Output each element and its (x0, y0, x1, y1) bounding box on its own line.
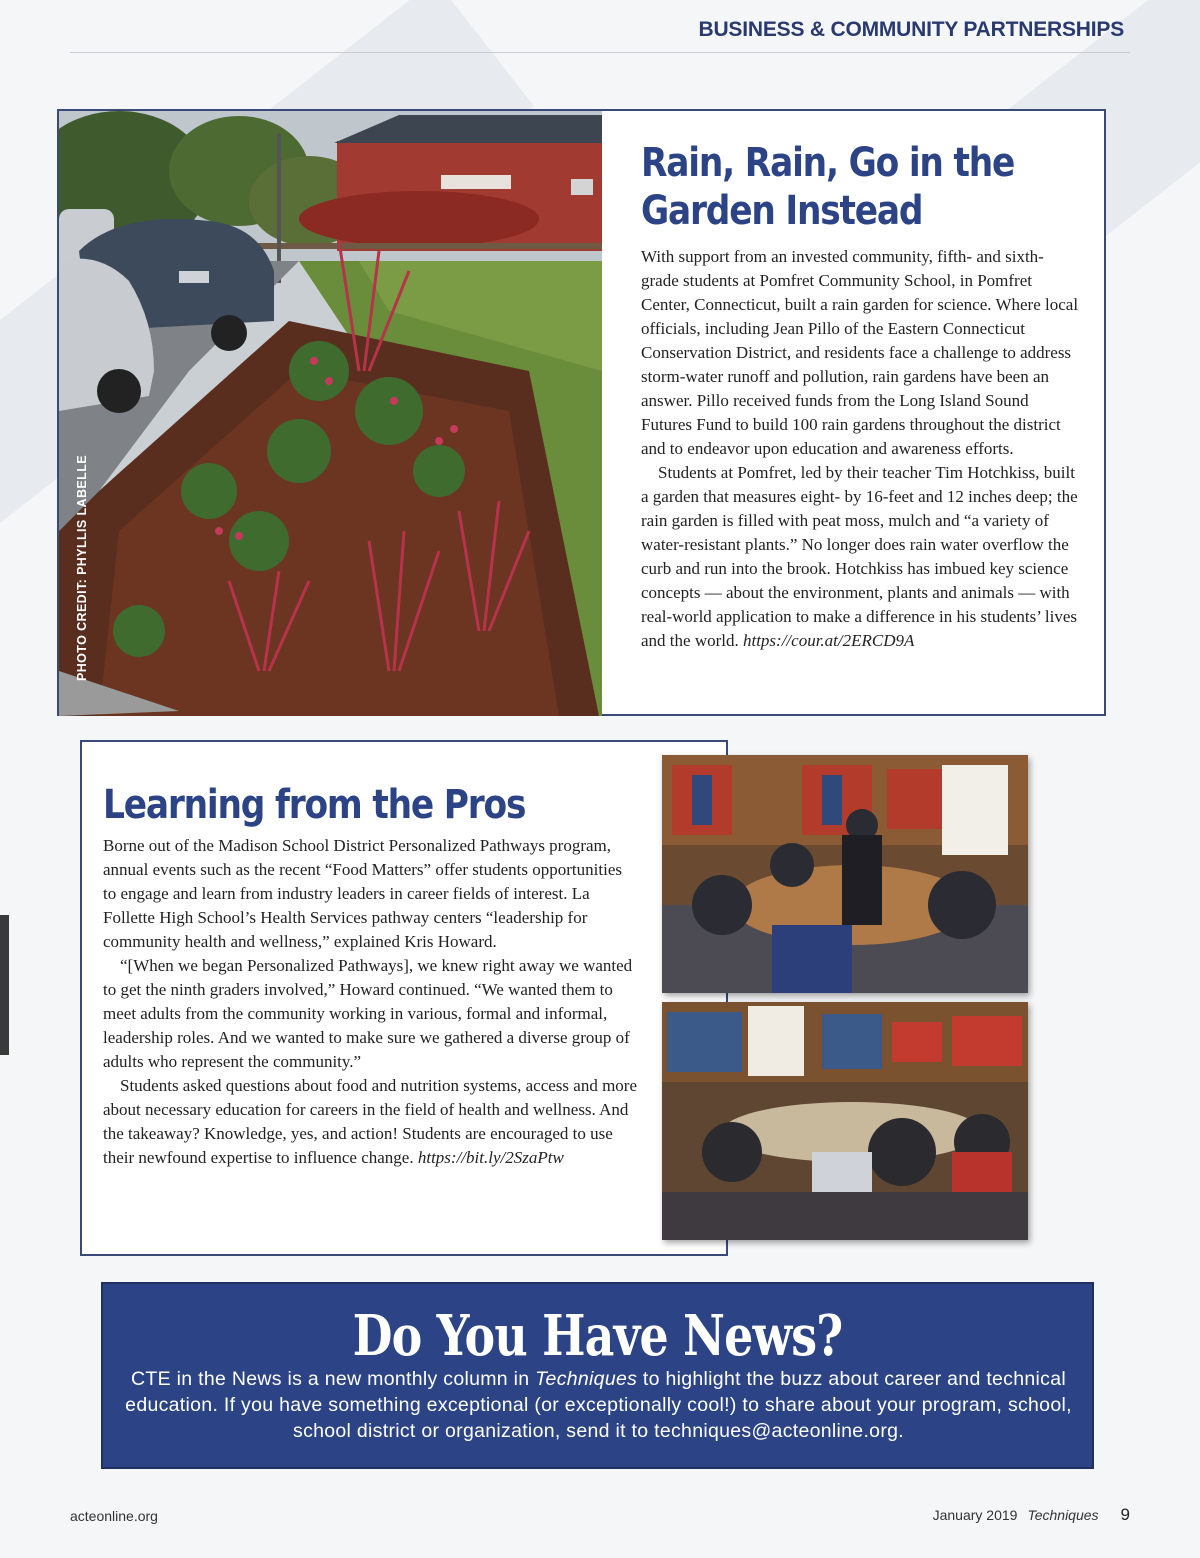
paragraph: Borne out of the Madison School District Personalized Pathways program, annual events such as the recent “Food Matters” offer students opportunities to engage and learn from industry leaders in career fields of interest. La Follette High School’s Health Services pathway centers “leadership for community health and wellness,” explained Kris Howard. (103, 836, 622, 951)
library-photo-top (662, 755, 1028, 993)
page-number: 9 (1120, 1505, 1130, 1524)
footer-info (933, 1505, 1130, 1525)
paragraph (103, 1074, 638, 1170)
title-line: Rain, Rain, Go in the (641, 140, 1015, 186)
rain-garden-photo (59, 111, 602, 716)
news-title: Do You Have News? (352, 1303, 843, 1369)
paragraph-text: Students at Pomfret, led by their teacher Tim Hotchkiss, built a garden that measures eight- by 16-feet and 12 inches deep; the rain garden is filled with peat moss, mulch and “a variety of water-resistant plants.” No longer does rain water overflow the curb and run into the brook. Hotchkiss has imbued key science concepts — about the environment, plants and animals — with real-world application to make a difference in his students’ lives and the world. (641, 463, 1078, 650)
section-title: BUSINESS & COMMUNITY PARTNERSHIPS (698, 18, 1124, 41)
magazine-name: Techniques (535, 1368, 638, 1390)
news-callout (101, 1282, 1094, 1469)
story-rain-garden (57, 109, 1106, 716)
news-text: to highlight the buzz about career and technical education. If you have something exceptional (or exceptionally cool!) to share about your program, school, school district or organization, send it to techniques@acteonline.org. (125, 1368, 1072, 1442)
paragraph: With support from an invested community, fifth- and sixth-grade students at Pomfret Community School, in Pomfret Center, Connecticut, built a rain garden for science. Where local officials, including Jean Pillo of the Eastern Connecticut Conservation District, and residents face a challenge to address storm-water runoff and pollution, rain gardens have been an answer. Pillo received funds from the Long Island Sound Futures Fund to build 100 rain gardens throughout the district and to endeavor upon education and awareness efforts. (641, 247, 1079, 458)
story-link[interactable]: https://cour.at/2ERCD9A (742, 631, 915, 650)
photo-credit: PHOTO CREDIT: PHYLLIS LABELLE (75, 455, 89, 681)
story-body (103, 834, 638, 1170)
story-link[interactable]: https://bit.ly/2SzaPtw (417, 1148, 564, 1167)
paragraph: “[When we began Personalized Pathways], we knew right away we wanted to get the ninth graders involved,” Howard continued. “We wanted them to meet adults from the community working in various, formal and informal, leadership roles. And we wanted to make sure we gathered a diverse group of adults who represent the community.” (103, 956, 633, 1071)
story-body (641, 245, 1081, 653)
title-line: Garden Instead (641, 188, 923, 234)
paragraph-text: Students asked questions about food and nutrition systems, access and more about necessary education for careers in the field of health and wellness. And the takeaway? Knowledge, yes, and action! Students are encouraged to use their newfound expertise to influence change. (103, 1076, 637, 1167)
footer-date: January 2019 (932, 1507, 1018, 1523)
header-rule (70, 52, 1130, 53)
library-photo-bottom (662, 1002, 1028, 1240)
story-title: Learning from the Pros (103, 782, 526, 828)
footer-site[interactable]: acteonline.org (70, 1508, 158, 1524)
page-edge-mark (0, 915, 9, 1055)
paragraph (641, 461, 1081, 653)
footer-magazine: Techniques (1027, 1507, 1099, 1523)
news-body (123, 1366, 1074, 1444)
story-title (641, 139, 1019, 235)
news-text: CTE in the News is a new monthly column in (131, 1368, 530, 1390)
